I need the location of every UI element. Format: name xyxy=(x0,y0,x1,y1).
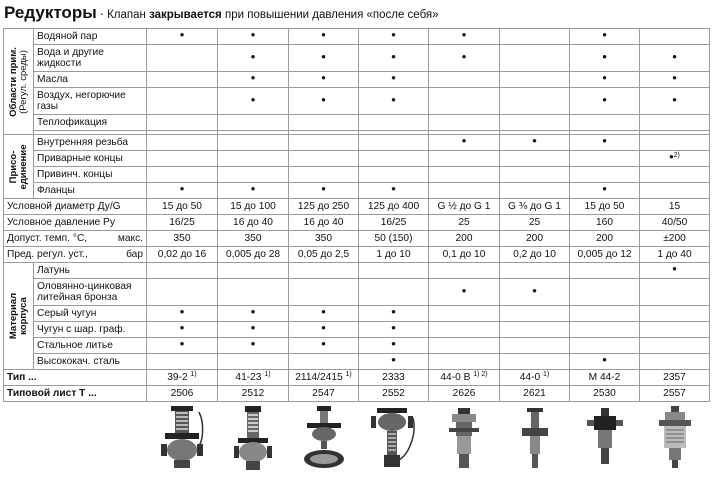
row-solder xyxy=(4,167,710,183)
valve-m44-2-icon xyxy=(580,404,630,472)
cell-value: 50 (150) xyxy=(359,231,429,247)
title-desc-pre: Клапан xyxy=(107,9,150,21)
cell-value: 16 до 40 xyxy=(289,215,359,231)
dot-mark: • xyxy=(391,337,396,351)
row-heat xyxy=(4,115,710,131)
dot-mark: • xyxy=(321,321,326,335)
valve-image-8 xyxy=(640,402,710,475)
cell-value: 15 до 50 xyxy=(147,199,218,215)
valve-image-2 xyxy=(218,402,289,475)
row-label: Типовой лист Т ... xyxy=(4,386,147,402)
cell-value: 350 xyxy=(218,231,289,247)
row-label: Условное давление Ру xyxy=(4,215,147,231)
cell-value: 200 xyxy=(500,231,570,247)
cell-value: 200 xyxy=(429,231,500,247)
row-label: Водяной пар xyxy=(34,29,147,45)
temp-label-unit: макс. xyxy=(117,232,143,244)
type-value: 2114/2415 xyxy=(295,371,343,383)
type-value: M 44-2 xyxy=(588,371,621,383)
row-weld xyxy=(4,151,710,167)
cell-value: 0,1 до 10 xyxy=(429,247,500,263)
cell-value: 25 xyxy=(500,215,570,231)
row-grey-iron xyxy=(4,306,710,322)
group-scope xyxy=(4,29,34,135)
type-value: 2333 xyxy=(382,371,405,383)
dot-mark: • xyxy=(179,321,185,335)
title-separator: · xyxy=(99,6,105,21)
dot-mark: • xyxy=(461,28,467,42)
valve-44-0-b-icon xyxy=(439,404,489,472)
dot-mark: • xyxy=(672,48,677,64)
row-label: Условной диаметр Ду/G xyxy=(4,199,147,215)
cell-value: 160 xyxy=(570,215,640,231)
dot-mark: • xyxy=(179,28,185,42)
row-bronze xyxy=(4,279,710,306)
cell-value: 0,005 до 12 xyxy=(570,247,640,263)
valve-41-23-icon xyxy=(228,404,278,472)
cell-value: 16/25 xyxy=(359,215,429,231)
range-label: Пред. регул. уст., xyxy=(7,248,88,260)
row-pn xyxy=(4,215,710,231)
sheet-value: 2512 xyxy=(218,386,289,402)
dot-mark: • xyxy=(461,48,467,64)
row-water xyxy=(4,45,710,72)
dot-mark: • xyxy=(391,71,396,85)
dot-mark: • xyxy=(672,91,677,107)
dot-mark: • xyxy=(250,321,256,335)
type-value: 2357 xyxy=(663,371,686,383)
dot-mark: • xyxy=(461,134,467,148)
row-label: Фланцы xyxy=(34,183,147,199)
reducer-spec-table xyxy=(3,28,710,474)
row-hi-steel xyxy=(4,354,710,370)
title-desc-post: при повышении давления «после себя» xyxy=(221,9,439,21)
title-desc-bold: закрывается xyxy=(149,9,222,21)
valve-2114-icon xyxy=(299,404,349,472)
type-value: 44-0 xyxy=(519,371,541,383)
cell-value: 15 до 100 xyxy=(218,199,289,215)
sheet-value: 2530 xyxy=(570,386,640,402)
cell-value: 1 до 10 xyxy=(359,247,429,263)
dot-mark: • xyxy=(321,91,326,107)
row-label: Чугун с шар. граф. xyxy=(34,322,147,338)
dot-mark: • xyxy=(179,305,185,319)
dot-mark: • xyxy=(602,182,607,196)
dot-mark: • xyxy=(321,48,326,64)
dot-mark: • xyxy=(250,28,256,42)
cell-value: 0,05 до 2,5 xyxy=(289,247,359,263)
valve-2357-icon xyxy=(650,404,700,472)
sheet-value: 2547 xyxy=(289,386,359,402)
sheet-value: 2621 xyxy=(500,386,570,402)
cell-value: 0,005 до 28 xyxy=(218,247,289,263)
type-value: 39-2 xyxy=(167,371,188,383)
dot-mark: • xyxy=(321,305,326,319)
valve-image-1 xyxy=(147,402,218,475)
cell-value: 15 xyxy=(640,199,710,215)
row-label: Оловянно-цинковая литейная бронза xyxy=(34,279,147,306)
dot-mark: • xyxy=(669,150,674,164)
valve-image-7 xyxy=(570,402,640,475)
dot-mark: • xyxy=(250,91,256,107)
dot-mark: • xyxy=(321,28,326,42)
type-note: 1) xyxy=(264,370,271,378)
page-title xyxy=(4,3,439,25)
row-cast-steel xyxy=(4,338,710,354)
cell-value: 125 до 400 xyxy=(359,199,429,215)
row-label xyxy=(4,247,147,263)
cell-value: 0,2 до 10 xyxy=(500,247,570,263)
dot-mark: • xyxy=(602,28,607,42)
group-scope-label: Области прим. xyxy=(7,46,19,117)
dot-mark: • xyxy=(391,353,396,367)
group-connection-label-2: единение xyxy=(17,143,29,190)
range-label-unit: бар xyxy=(126,248,143,260)
cell-value: 16 до 40 xyxy=(218,215,289,231)
sheet-value: 2506 xyxy=(147,386,218,402)
sheet-value: 2626 xyxy=(429,386,500,402)
dot-mark: • xyxy=(321,71,326,85)
row-steam xyxy=(4,29,710,45)
dot-mark: • xyxy=(179,182,185,196)
group-connection-label: Присо- xyxy=(7,150,19,183)
row-label: Стальное литье xyxy=(34,338,147,354)
dot-mark: • xyxy=(672,262,677,276)
dot-mark: • xyxy=(602,134,607,148)
row-flange xyxy=(4,183,710,199)
type-note: 1) 2) xyxy=(473,370,488,378)
row-label: Тип ... xyxy=(4,370,147,386)
dot-mark: • xyxy=(179,337,185,351)
row-range xyxy=(4,247,710,263)
dot-mark: • xyxy=(602,71,607,85)
type-note: 1) xyxy=(190,370,197,378)
cell-value: ±200 xyxy=(640,231,710,247)
row-label: Латунь xyxy=(34,263,147,279)
temp-label: Допуст. темп. °С, xyxy=(7,232,88,244)
dot-mark: • xyxy=(391,305,396,319)
dot-mark: • xyxy=(532,282,537,298)
valve-2333-icon xyxy=(369,404,419,472)
cell-value: G ½ до G 1 xyxy=(429,199,500,215)
dot-mark: • xyxy=(250,182,256,196)
valve-44-0-icon xyxy=(510,404,560,472)
footnote-2: 2) xyxy=(673,152,680,159)
cell-value: 40/50 xyxy=(640,215,710,231)
dot-mark: • xyxy=(250,337,256,351)
dot-mark: • xyxy=(391,321,396,335)
row-temp xyxy=(4,231,710,247)
row-label: Теплофикация xyxy=(34,115,147,131)
dot-mark: • xyxy=(602,353,607,367)
group-material-label-2: корпуса xyxy=(17,297,29,335)
dot-mark: • xyxy=(391,48,396,64)
sheet-value: 2557 xyxy=(640,386,710,402)
row-type xyxy=(4,370,710,386)
dot-mark: • xyxy=(602,48,607,64)
cell-value: 200 xyxy=(570,231,640,247)
dot-mark: • xyxy=(672,71,677,85)
cell-value: 15 до 50 xyxy=(570,199,640,215)
dot-mark: • xyxy=(250,71,256,85)
dot-mark: • xyxy=(391,91,396,107)
group-scope-sublabel: (Регул. среды) xyxy=(17,49,29,114)
row-thread xyxy=(4,135,710,151)
row-sheet xyxy=(4,386,710,402)
cell-value: 125 до 250 xyxy=(289,199,359,215)
sheet-value: 2552 xyxy=(359,386,429,402)
row-label: Высококач. сталь xyxy=(34,354,147,370)
valve-image-5 xyxy=(429,402,500,475)
row-dn xyxy=(4,199,710,215)
row-brass xyxy=(4,263,710,279)
row-images xyxy=(4,402,710,475)
cell-value: 1 до 40 xyxy=(640,247,710,263)
dot-mark: • xyxy=(391,28,396,42)
title-main: Редукторы xyxy=(4,3,97,22)
cell-value: G ⅜ до G 1 xyxy=(500,199,570,215)
dot-mark: • xyxy=(391,182,396,196)
dot-mark: • xyxy=(461,282,467,298)
type-note: 1) xyxy=(543,370,550,378)
cell-value: 25 xyxy=(429,215,500,231)
valve-39-2-icon xyxy=(157,404,207,472)
row-label: Внутренняя резьба xyxy=(34,135,147,151)
group-material-label: Материал xyxy=(7,292,19,340)
type-note: 1) xyxy=(345,370,352,378)
row-ductile-iron xyxy=(4,322,710,338)
row-oil xyxy=(4,72,710,88)
cell-value: 350 xyxy=(147,231,218,247)
type-value: 41-23 xyxy=(235,371,262,383)
group-material xyxy=(4,263,34,370)
row-air xyxy=(4,88,710,115)
valve-image-4 xyxy=(359,402,429,475)
row-label: Привинч. концы xyxy=(34,167,147,183)
dot-mark: • xyxy=(602,91,607,107)
cell-value: 0,02 до 16 xyxy=(147,247,218,263)
row-label: Вода и другие жидкости xyxy=(34,45,147,72)
row-label: Приварные концы xyxy=(34,151,147,167)
cell-value: 16/25 xyxy=(147,215,218,231)
row-label: Воздух, негорючие газы xyxy=(34,88,147,115)
row-label xyxy=(4,231,147,247)
dot-mark: • xyxy=(321,182,326,196)
dot-mark: • xyxy=(250,48,256,64)
valve-image-3 xyxy=(289,402,359,475)
type-value: 44-0 B xyxy=(440,371,471,383)
valve-image-6 xyxy=(500,402,570,475)
dot-mark: • xyxy=(250,305,256,319)
cell-value: 350 xyxy=(289,231,359,247)
row-label: Серый чугун xyxy=(34,306,147,322)
group-connection xyxy=(4,135,34,199)
dot-mark: • xyxy=(321,337,326,351)
dot-mark: • xyxy=(532,134,537,148)
row-label: Масла xyxy=(34,72,147,88)
